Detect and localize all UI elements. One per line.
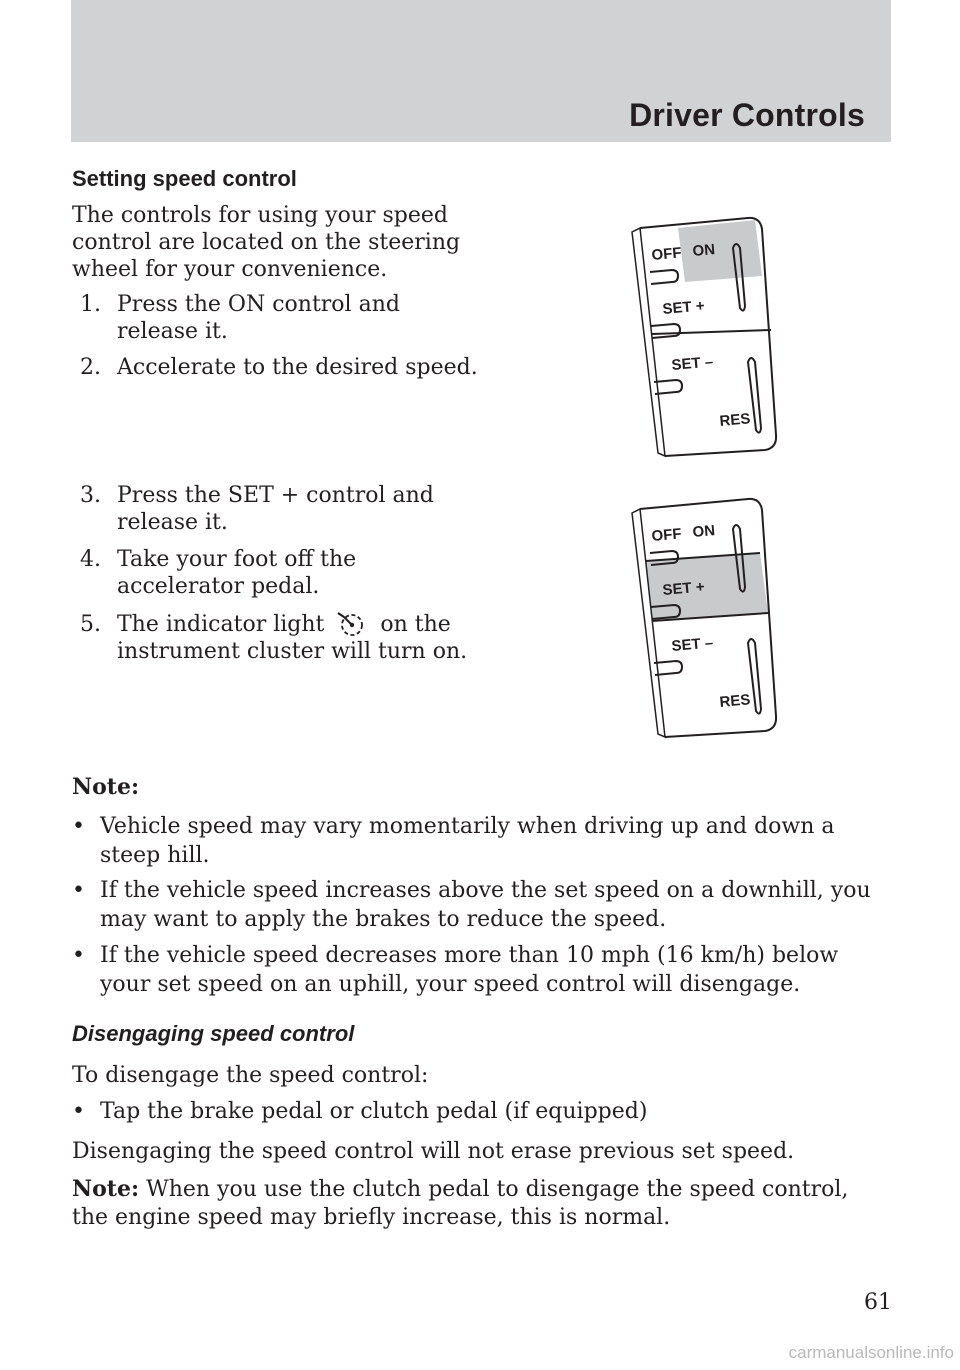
setting-heading: Setting speed control — [72, 166, 297, 191]
label-off: OFF — [650, 244, 683, 264]
bullet-dot: • — [72, 943, 85, 968]
step-text: instrument cluster will turn on. — [117, 639, 468, 664]
page-number: 61 — [864, 1290, 892, 1315]
step-number: 5. — [80, 612, 101, 637]
note-bullet — [72, 812, 892, 870]
step-4 — [80, 546, 356, 600]
setting-intro — [72, 202, 460, 283]
step-text: release it. — [117, 319, 228, 344]
step-number: 2. — [80, 355, 101, 380]
bullet-dot: • — [72, 1099, 85, 1124]
bullet-line: Tap the brake pedal or clutch pedal (if equipped) — [100, 1099, 648, 1124]
disengaging-bullet — [72, 1097, 892, 1126]
bullet-line: your set speed on an uphill, your speed control will disengage. — [100, 972, 801, 997]
intro-line: control are located on the steering — [72, 230, 461, 255]
bullet-line: If the vehicle speed decreases more than 10 mph (16 km/h) below — [100, 943, 839, 968]
intro-line: The controls for using your speed — [72, 203, 448, 228]
step-text: on the — [380, 612, 451, 637]
step-text: Accelerate to the desired speed. — [117, 355, 478, 380]
step-text: Press the ON control and — [117, 292, 400, 317]
disengaging-para: Disengaging the speed control will not erase previous set speed. — [72, 1139, 795, 1164]
header-band — [71, 0, 891, 142]
step-number: 3. — [80, 483, 101, 508]
note-label: Note: — [72, 774, 140, 800]
label-set-plus: SET + — [661, 578, 706, 599]
label-res: RES — [718, 691, 752, 711]
on-highlight — [678, 220, 762, 282]
label-set-minus: SET – — [670, 634, 714, 655]
section-title: Driver Controls — [629, 97, 865, 133]
bullet-dot: • — [72, 814, 85, 839]
step-text: accelerator pedal. — [117, 574, 320, 599]
label-off: OFF — [650, 525, 683, 545]
step-1 — [80, 291, 400, 345]
note-label: Note: — [72, 1176, 140, 1202]
disengaging-heading: Disengaging speed control — [72, 1021, 355, 1046]
note-bullet — [72, 941, 892, 999]
step-text: release it. — [117, 510, 228, 535]
note-text: the engine speed may briefly increase, this is normal. — [72, 1205, 671, 1230]
step-5 — [80, 611, 467, 665]
label-set-plus: SET + — [661, 297, 706, 318]
intro-line: wheel for your convenience. — [72, 257, 388, 282]
bullet-line: may want to apply the brakes to reduce the speed. — [100, 907, 667, 932]
bullet-dot: • — [72, 878, 85, 903]
step-3 — [80, 482, 434, 536]
speed-control-switch-figure-set — [590, 491, 790, 745]
disengaging-intro: To disengage the speed control: — [72, 1063, 429, 1088]
label-set-minus: SET – — [670, 353, 714, 374]
note-bullet — [72, 876, 892, 934]
speed-control-switch-figure-on — [590, 210, 790, 464]
step-number: 4. — [80, 547, 101, 572]
speed-control-indicator-icon — [324, 611, 380, 638]
watermark: carmanualsonline.info — [788, 1343, 954, 1362]
step-2 — [80, 354, 478, 381]
step-text: The indicator light — [117, 612, 325, 637]
label-on: ON — [691, 522, 716, 541]
bullet-line: If the vehicle speed increases above the set speed on a downhill, you — [100, 878, 871, 903]
step-text: Take your foot off the — [117, 547, 357, 572]
note-text: When you use the clutch pedal to disengage the speed control, — [146, 1177, 849, 1202]
label-on: ON — [691, 241, 716, 260]
disengaging-note — [72, 1175, 848, 1232]
bullet-line: Vehicle speed may vary momentarily when driving up and down a — [100, 814, 835, 839]
bullet-line: steep hill. — [100, 843, 210, 868]
step-text: Press the SET + control and — [117, 483, 434, 508]
step-number: 1. — [80, 292, 101, 317]
label-res: RES — [718, 410, 752, 430]
